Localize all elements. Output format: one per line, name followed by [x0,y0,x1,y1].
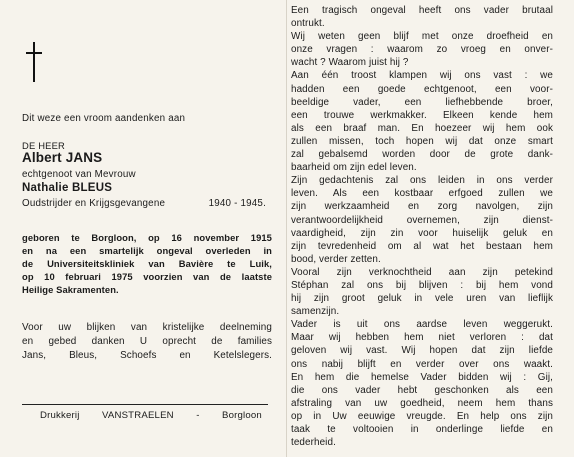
text-line: hij zijn groot geluk in vele uren van lieflijk [291,293,553,305]
thanks-line: Voor uw blijken van kristelijke deelneming [22,322,272,333]
text-line: bood, verder zetten. [291,253,381,265]
status-years: 1940 - 1945. [208,198,266,209]
text-line: Een tragisch ongeval heeft ons vader brutaal [291,5,553,16]
text-line: leven. Als een kostbaar erfgoed zullen we [291,188,553,200]
text-line: tederheid. [291,437,336,449]
text-line: afstraling van uw goedheid, neem hem thans [291,397,553,409]
text-line: taak te voltooien in onderlinge liefde en [291,424,553,435]
text-line: samenzijn. [291,306,340,318]
status-label: Oudstrijder en Krijgsgevangene [22,198,166,209]
text-line: onze vragen : waarom zo vroeg en onver- [291,44,553,56]
thanks-line: Jans, Bleus, Schoefs en Ketelslegers. [22,350,272,361]
bio-line: Heilige Sakramenten. [22,284,119,295]
thanks-block [22,321,272,363]
text-line: baarheid om zijn edel leven. [291,162,417,174]
text-line: Zijn gedachtenis zal ons leiden in ons verder [291,175,553,187]
text-line: Stéphan zal ons bij blijven : bij hem vond [291,279,553,291]
bio-line: op 10 februari 1975 voorzien van de laatste [22,271,272,282]
intro-text: Dit weze een vroom aandenken aan [22,113,186,124]
text-line: Aan één troost klampen wij ons vast : we [291,70,553,82]
printer-name: VANSTRAELEN [102,410,174,421]
text-line: een trouwe werkmakker. Elkeen kende hem [291,109,553,121]
text-line: hadden een goede echtgenoot, een voor- [291,83,553,95]
text-line: zullen missen, toch hopen wij dat onze smart [291,135,553,147]
spouse-name: Nathalie BLEUS [22,182,113,194]
printer-divider [22,404,268,405]
text-line: verantwoordelijkheid overnemen, zijn dienst- [291,214,553,226]
bio-block [22,231,272,296]
text-line: als een braaf man. En hoezeer wij hem ook [291,122,553,134]
text-line: die ons vader hebt geschonken als een [291,384,553,396]
bio-line: de Universiteitskliniek van Bavière te Luik, [22,258,272,269]
text-line: op in Uw eeuwige vreugde. En help ons zijn [291,410,553,422]
text-line: Vooral zijn verknochtheid aan zijn petekind [291,266,553,278]
text-line: beeldige vader, een liefhebbende broer, [291,96,553,108]
title-text: DE HEER [22,140,65,151]
text-line: ons nabij blijft en verder over ons waakt. [291,358,553,370]
text-line: wacht ? Waarom juist hij ? [291,57,409,69]
text-line: En hem die hemelse Vader bidden wij : Gij, [291,371,553,383]
text-line: zijn werkzaamheid en zorg navolgen, zijn [291,201,553,213]
text-line: Wij weten geen blijf met onze droefheid en [291,31,553,43]
text-line: zijn tevredenheid om al wat het bestaan hem [291,240,553,252]
bio-line: en na een smartelijk ongeval overleden in [22,245,272,256]
printer-prefix: Drukkerij [40,410,80,421]
reflection-text [291,4,553,449]
text-line: zal gebalsemd worden door de grote dank- [291,149,553,161]
bio-line: geboren te Borgloon, op 16 november 1915 [22,232,272,243]
cross-icon [26,42,42,82]
deceased-name: Albert JANS [22,150,103,165]
text-line: geloven wij vast. Wij hopen dat zijn liefde [291,345,553,357]
text-line: vaardigheid, zijn zin voor huiselijk geluk en [291,227,553,239]
printer-credit [40,410,262,421]
spouse-intro: echtgenoot van Mevrouw [22,169,136,180]
printer-dash: - [196,410,200,421]
printer-city: Borgloon [222,410,262,421]
text-line: ontrukt. [291,18,325,30]
text-line: Maar wij hebben hem niet verloren : dat [291,332,553,344]
text-line: Vader is uit ons aardse leven weggerukt. [291,319,553,331]
status-line [22,198,266,209]
thanks-line: en gebed danken U oprecht de families [22,336,272,347]
